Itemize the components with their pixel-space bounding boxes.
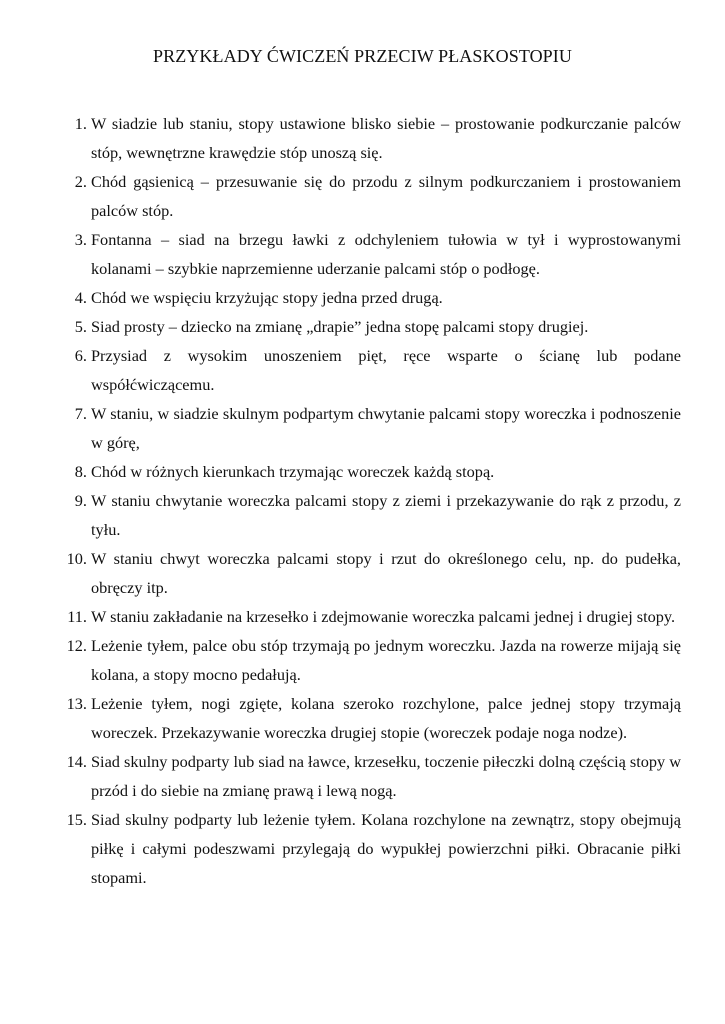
list-item-number: 13. — [66, 694, 87, 713]
list-item — [55, 225, 681, 283]
exercise-list — [55, 109, 681, 892]
list-item-number: 15. — [66, 810, 87, 829]
list-item-number: 1. — [74, 114, 87, 133]
list-item-text: Siad skulny podparty lub leżenie tyłem. Kolana rozchylone na zewnątrz, stopy obejmują piłkę i całymi podeszwami przylegają do wypukłej powierzchni piłki. Obracanie piłki stopami. — [91, 810, 681, 887]
list-item-number: 7. — [74, 404, 87, 423]
list-item — [55, 283, 681, 312]
list-item-number: 2. — [74, 172, 87, 191]
list-item-number: 3. — [74, 230, 87, 249]
list-item — [55, 486, 681, 544]
list-item-number: 8. — [74, 462, 87, 481]
list-item-number: 5. — [74, 317, 87, 336]
list-item-text: Chód w różnych kierunkach trzymając woreczek każdą stopą. — [91, 462, 495, 481]
list-item-text: Leżenie tyłem, palce obu stóp trzymają po jednym woreczku. Jazda na rowerze mijają się kolana, a stopy mocno pedałują. — [91, 636, 681, 684]
list-item — [55, 747, 681, 805]
list-item-number: 10. — [66, 549, 87, 568]
list-item-number: 9. — [74, 491, 87, 510]
document-title: PRZYKŁADY ĆWICZEŃ PRZECIW PŁASKOSTOPIU — [153, 46, 572, 66]
list-item — [55, 457, 681, 486]
list-item-text: W staniu chwyt woreczka palcami stopy i rzut do określonego celu, np. do pudełka, obręczy itp. — [91, 549, 681, 597]
list-item-text: Leżenie tyłem, nogi zgięte, kolana szeroko rozchylone, palce jednej stopy trzymają woreczek. Przekazywanie woreczka drugiej stopie (woreczek podaje noga nodze). — [91, 694, 681, 742]
list-item — [55, 631, 681, 689]
list-item — [55, 167, 681, 225]
list-item — [55, 544, 681, 602]
list-item — [55, 312, 681, 341]
list-item-text: Chód gąsienicą – przesuwanie się do przodu z silnym podkurczaniem i prostowaniem palców stóp. — [91, 172, 681, 220]
list-item-number: 12. — [66, 636, 87, 655]
list-item — [55, 689, 681, 747]
list-item — [55, 805, 681, 892]
list-item-number: 14. — [66, 752, 87, 771]
list-item-text: W staniu chwytanie woreczka palcami stopy z ziemi i przekazywanie do rąk z przodu, z tyłu. — [91, 491, 681, 539]
list-item-text: W staniu zakładanie na krzesełko i zdejmowanie woreczka palcami jednej i drugiej stopy. — [91, 607, 676, 626]
list-item-text: Fontanna – siad na brzegu ławki z odchyleniem tułowia w tył i wyprostowanymi kolanami – szybkie naprzemienne uderzanie palcami stóp o podłogę. — [91, 230, 681, 278]
list-item-number: 11. — [67, 607, 87, 626]
list-item — [55, 602, 681, 631]
list-item-text: Siad prosty – dziecko na zmianę „drapie” jedna stopę palcami stopy drugiej. — [91, 317, 589, 336]
list-item — [55, 399, 681, 457]
list-item-text: W staniu, w siadzie skulnym podpartym chwytanie palcami stopy woreczka i podnoszenie w górę, — [91, 404, 681, 452]
list-item-text: Przysiad z wysokim unoszeniem pięt, ręce wsparte o ścianę lub podane współćwiczącemu. — [91, 346, 681, 394]
list-item-number: 4. — [74, 288, 87, 307]
list-item-text: Siad skulny podparty lub siad na ławce, krzesełku, toczenie piłeczki dolną częścią stopy w przód i do siebie na zmianę prawą i lewą nogą. — [91, 752, 682, 800]
list-item — [55, 109, 681, 167]
list-item — [55, 341, 681, 399]
list-item-text: W siadzie lub staniu, stopy ustawione blisko siebie – prostowanie podkurczanie palców stóp, wewnętrzne krawędzie stóp unoszą się. — [91, 114, 681, 162]
list-item-text: Chód we wspięciu krzyżując stopy jedna przed drugą. — [91, 288, 443, 307]
list-item-number: 6. — [74, 346, 87, 365]
